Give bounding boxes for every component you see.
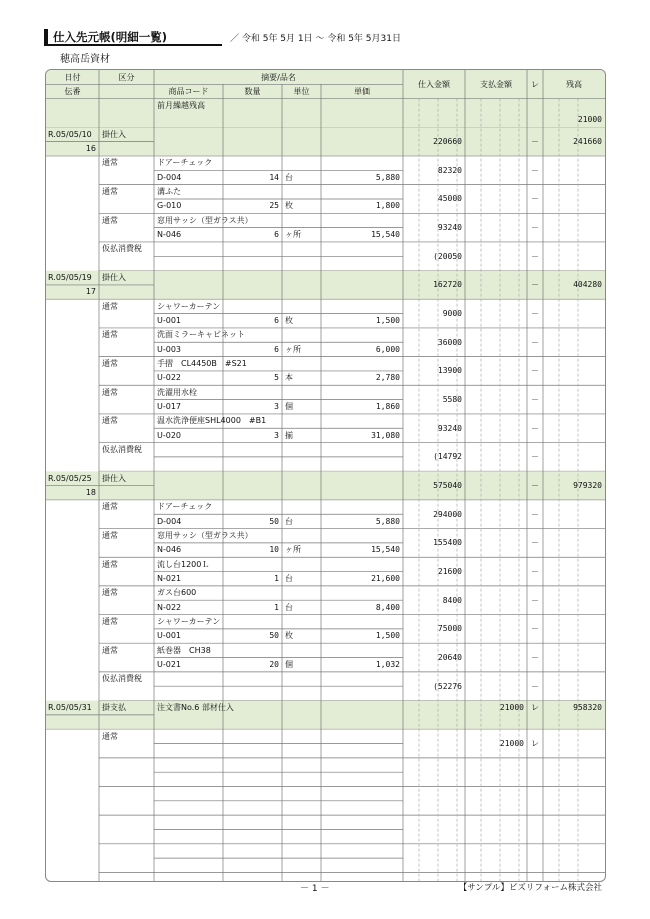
column-slip-header: 伝番 xyxy=(64,86,81,96)
group-date: R.05/05/31 xyxy=(48,703,92,713)
item-check: － xyxy=(531,652,539,662)
item-qty: 25 xyxy=(269,201,279,211)
item-category: 通常 xyxy=(102,416,118,426)
item-category: 通常 xyxy=(102,559,118,569)
item-unit: 個 xyxy=(285,660,293,670)
item-price: 5,880 xyxy=(375,516,400,526)
item-category: 仮払消費税 xyxy=(102,244,142,254)
item-code: U-003 xyxy=(157,344,182,354)
group-date: R.05/05/19 xyxy=(48,273,92,283)
group-purchase: 220660 xyxy=(433,136,462,146)
group-balance: 979320 xyxy=(573,480,602,490)
item-code: U-017 xyxy=(157,402,182,412)
item-unit: ヶ所 xyxy=(285,230,301,240)
item-payment: 21000 xyxy=(499,738,524,748)
item-check: － xyxy=(531,308,539,318)
item-category: 通常 xyxy=(102,187,118,197)
group-slip: 17 xyxy=(85,287,96,297)
group-payment: 21000 xyxy=(499,703,524,713)
group-balance: 404280 xyxy=(573,280,602,290)
item-name: ガス台600 xyxy=(157,588,197,598)
item-code: D-004 xyxy=(157,172,182,182)
column-qty-header: 数量 xyxy=(244,86,261,96)
item-purchase: 20640 xyxy=(437,652,462,662)
item-unit: 個 xyxy=(285,402,293,412)
item-code: U-020 xyxy=(157,430,182,440)
column-balance-header: 残高 xyxy=(566,79,582,89)
group-kind: 掛仕入 xyxy=(102,273,126,283)
item-name: 洗濯用水栓 xyxy=(157,387,197,397)
item-price: 6,000 xyxy=(375,344,400,354)
group-balance: 241660 xyxy=(573,136,602,146)
item-check: － xyxy=(531,165,539,175)
document-title-block xyxy=(44,29,604,45)
item-purchase: 155400 xyxy=(433,538,462,548)
item-price: 1,800 xyxy=(375,201,400,211)
item-check: － xyxy=(531,194,539,204)
item-category: 通常 xyxy=(102,531,118,541)
item-unit: ヶ所 xyxy=(285,545,301,555)
item-purchase: 93240 xyxy=(437,423,462,433)
item-check: － xyxy=(531,538,539,548)
item-name: 温水洗浄便座SHL4000 #B1 xyxy=(157,416,267,426)
document-title: 仕入先元帳(明細一覧) xyxy=(53,30,168,44)
group-balance: 958320 xyxy=(573,703,602,713)
item-purchase: (14792 xyxy=(433,452,462,462)
item-code: U-022 xyxy=(157,373,182,383)
item-name: 窓用サッシ（型ガラス共） xyxy=(157,531,253,541)
item-purchase: 8400 xyxy=(442,595,462,605)
item-qty: 50 xyxy=(269,516,279,526)
item-purchase: 45000 xyxy=(437,194,462,204)
item-purchase: 82320 xyxy=(437,165,462,175)
group-kind: 掛支払 xyxy=(102,703,126,713)
item-price: 1,032 xyxy=(375,660,400,670)
item-name: シャワーカーテン xyxy=(157,617,221,627)
item-name: 流し台1200Ｌ xyxy=(157,559,210,569)
item-category: 通常 xyxy=(102,387,118,397)
item-check: － xyxy=(531,624,539,634)
item-qty: 6 xyxy=(274,344,279,354)
item-category: 通常 xyxy=(102,158,118,168)
item-qty: 14 xyxy=(269,172,279,182)
item-price: 2,780 xyxy=(375,373,400,383)
item-unit: ヶ所 xyxy=(285,344,301,354)
group-date: R.05/05/10 xyxy=(48,129,92,139)
item-qty: 6 xyxy=(274,316,279,326)
item-name: シャワーカーテン xyxy=(157,301,221,311)
item-category: 仮払消費税 xyxy=(102,674,142,684)
item-qty: 1 xyxy=(274,574,279,584)
item-unit: 枚 xyxy=(285,201,293,211)
title-accent-bar xyxy=(44,29,48,45)
item-purchase: 93240 xyxy=(437,222,462,232)
item-code: G-010 xyxy=(157,201,182,211)
item-code: N-046 xyxy=(157,230,182,240)
item-price: 21,600 xyxy=(371,574,400,584)
period-range: ／ 令和 5年 5月 1日 ～ 令和 5年 5月31日 xyxy=(230,34,401,44)
item-unit: 台 xyxy=(285,172,293,182)
item-name: ドアーチェック xyxy=(157,158,213,168)
item-purchase: 13900 xyxy=(437,366,462,376)
item-name: 窓用サッシ（型ガラス共） xyxy=(157,215,253,225)
item-code: U-001 xyxy=(157,316,182,326)
item-category: 通常 xyxy=(102,359,118,369)
item-check: － xyxy=(531,452,539,462)
item-category: 通常 xyxy=(102,731,118,741)
item-name: 手摺 CL4450B #S21 xyxy=(157,359,247,369)
item-check: － xyxy=(531,366,539,376)
item-category: 通常 xyxy=(102,617,118,627)
item-category: 通常 xyxy=(102,645,118,655)
item-unit: 台 xyxy=(285,602,293,612)
page-number: － 1 － xyxy=(300,884,330,894)
item-qty: 50 xyxy=(269,631,279,641)
opening-balance: 21000 xyxy=(577,115,602,125)
item-qty: 20 xyxy=(269,660,279,670)
item-qty: 3 xyxy=(274,430,279,440)
item-check: － xyxy=(531,337,539,347)
item-qty: 3 xyxy=(274,402,279,412)
ledger-table xyxy=(45,69,606,882)
group-purchase: 575040 xyxy=(433,480,462,490)
group-date: R.05/05/25 xyxy=(48,473,92,483)
item-unit: 本 xyxy=(285,373,293,383)
item-category: 仮払消費税 xyxy=(102,445,142,455)
group-check: － xyxy=(531,136,539,146)
item-check: － xyxy=(531,509,539,519)
item-code: U-001 xyxy=(157,631,182,641)
column-price-header: 単価 xyxy=(354,86,370,96)
group-check: － xyxy=(531,280,539,290)
vendor-name: 穂高岳資材 xyxy=(60,54,110,65)
company-name: 【サンプル】ビズリフォーム株式会社 xyxy=(458,883,602,893)
item-check: － xyxy=(531,251,539,261)
group-slip: 18 xyxy=(85,488,96,498)
item-category: 通常 xyxy=(102,215,118,225)
item-price: 1,500 xyxy=(375,631,400,641)
item-purchase: (52276 xyxy=(433,681,462,691)
column-unit-header: 単位 xyxy=(293,86,310,96)
item-purchase: 5580 xyxy=(442,394,462,404)
item-code: U-021 xyxy=(157,660,182,670)
item-name: 紙巻器 CH38 xyxy=(157,645,211,655)
item-purchase: (20050 xyxy=(433,251,462,261)
column-purchase-header: 仕入金額 xyxy=(418,79,450,89)
item-price: 5,880 xyxy=(375,172,400,182)
item-price: 15,540 xyxy=(371,545,400,555)
item-check: － xyxy=(531,394,539,404)
item-purchase: 75000 xyxy=(437,624,462,634)
group-purchase: 162720 xyxy=(433,280,462,290)
group-check: レ xyxy=(531,703,539,713)
item-qty: 10 xyxy=(269,545,279,555)
item-check: － xyxy=(531,566,539,576)
item-purchase: 294000 xyxy=(433,509,462,519)
column-summary-header: 摘要/品名 xyxy=(261,72,296,82)
item-price: 31,080 xyxy=(371,430,400,440)
group-kind: 掛仕入 xyxy=(102,129,126,139)
item-qty: 5 xyxy=(274,373,279,383)
group-slip: 16 xyxy=(85,144,96,154)
item-code: D-004 xyxy=(157,516,182,526)
item-purchase: 9000 xyxy=(442,308,462,318)
item-qty: 6 xyxy=(274,230,279,240)
item-category: 通常 xyxy=(102,502,118,512)
opening-label: 前月繰越残高 xyxy=(157,101,205,111)
item-qty: 1 xyxy=(274,602,279,612)
item-price: 8,400 xyxy=(375,602,400,612)
item-check: － xyxy=(531,423,539,433)
item-unit: 台 xyxy=(285,516,293,526)
item-name: 洗面ミラーキャビネット xyxy=(157,330,245,340)
item-unit: 台 xyxy=(285,574,293,584)
group-kind: 掛仕入 xyxy=(102,473,126,483)
item-code: N-022 xyxy=(157,602,182,612)
column-category-header: 区分 xyxy=(118,72,135,82)
item-purchase: 21600 xyxy=(437,566,462,576)
item-unit: 枚 xyxy=(285,316,293,326)
item-code: N-021 xyxy=(157,574,182,584)
group-note: 注文書No.6 部材仕入 xyxy=(157,703,234,713)
item-name: 溝ふた xyxy=(157,187,181,197)
item-check: － xyxy=(531,222,539,232)
column-check-header: レ xyxy=(531,79,539,89)
item-check: － xyxy=(531,595,539,605)
item-category: 通常 xyxy=(102,330,118,340)
item-unit: 揃 xyxy=(285,430,293,440)
item-category: 通常 xyxy=(102,588,118,598)
column-date-header: 日付 xyxy=(64,72,81,82)
item-price: 15,540 xyxy=(371,230,400,240)
item-price: 1,500 xyxy=(375,316,400,326)
item-check: レ xyxy=(531,738,539,748)
item-unit: 枚 xyxy=(285,631,293,641)
item-price: 1,860 xyxy=(375,402,400,412)
item-code: N-046 xyxy=(157,545,182,555)
item-category: 通常 xyxy=(102,301,118,311)
column-payment-header: 支払金額 xyxy=(480,79,512,89)
item-purchase: 36000 xyxy=(437,337,462,347)
item-check: － xyxy=(531,681,539,691)
group-check: － xyxy=(531,480,539,490)
item-name: ドアーチェック xyxy=(157,502,213,512)
column-code-header: 商品コード xyxy=(168,86,209,96)
